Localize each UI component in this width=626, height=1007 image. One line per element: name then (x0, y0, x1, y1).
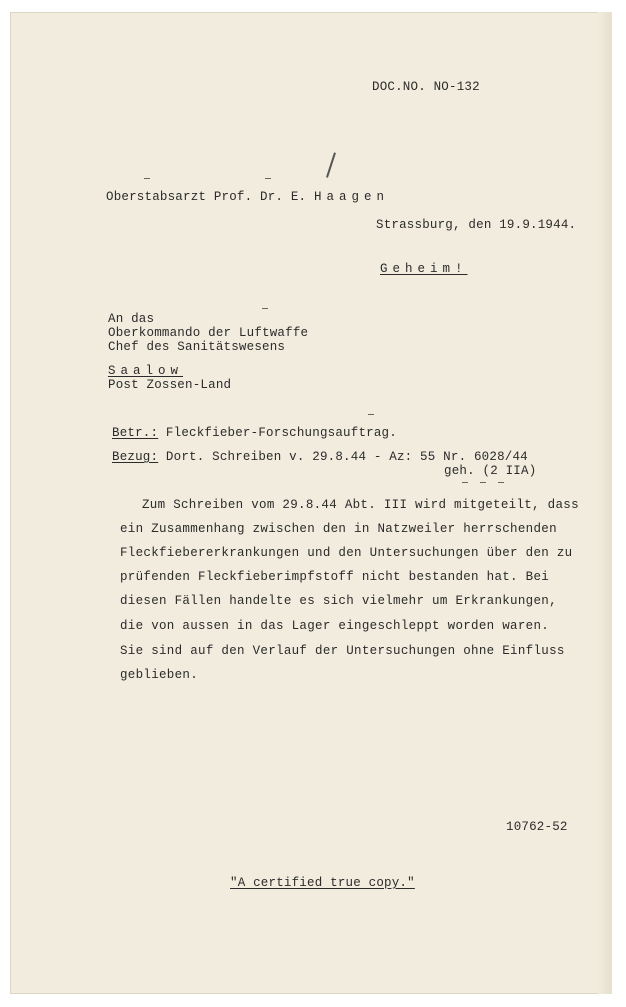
page-edge-shadow (598, 12, 612, 994)
recipient-line: Chef des Sanitätswesens (108, 340, 286, 354)
typewriter-dash (498, 482, 504, 483)
betreff-line (112, 426, 397, 440)
document-number-footer: 10762-52 (506, 820, 568, 834)
recipient-post: Post Zossen-Land (108, 378, 232, 392)
sender-surname: Haagen (313, 190, 389, 204)
bezug-text-continued: geh. (2 IIA) (444, 464, 537, 478)
typewriter-dash (480, 482, 486, 483)
body-line: diesen Fällen handelte es sich vielmehr um Erkrankungen, (120, 594, 557, 608)
sender-line (106, 190, 389, 204)
certification-line: "A certified true copy." (230, 876, 415, 890)
betreff-text: Fleckfieber-Forschungsauftrag. (158, 426, 397, 440)
typewriter-dash (368, 414, 374, 415)
body-line: Sie sind auf den Verlauf der Untersuchungen ohne Einfluss (120, 644, 565, 658)
recipient-line: Oberkommando der Luftwaffe (108, 326, 309, 340)
body-line: prüfenden Fleckfieberimpfstoff nicht bestanden hat. Bei (120, 570, 550, 584)
typewriter-dash (262, 308, 268, 309)
typewriter-dash (462, 482, 468, 483)
body-line: geblieben. (120, 668, 199, 682)
document-page (10, 12, 612, 994)
typewriter-dash (144, 178, 150, 179)
sender-title: Oberstabsarzt Prof. Dr. E. (106, 190, 314, 204)
classification-stamp: Geheim! (380, 262, 468, 276)
bezug-label: Bezug: (112, 450, 159, 464)
betreff-label: Betr.: (112, 426, 159, 440)
place-date: Strassburg, den 19.9.1944. (376, 218, 577, 232)
typewriter-dash (265, 178, 271, 179)
doc-number: DOC.NO. NO-132 (372, 80, 480, 94)
body-line: Zum Schreiben vom 29.8.44 Abt. III wird mitgeteilt, dass (142, 498, 579, 512)
recipient-line: An das (108, 312, 155, 326)
bezug-line (112, 450, 528, 464)
body-line: ein Zusammenhang zwischen den in Natzweiler herrschenden (120, 522, 557, 536)
body-line: Fleckfiebererkrankungen und den Untersuchungen über den zu (120, 546, 573, 560)
body-line: die von aussen in das Lager eingeschleppt worden waren. (120, 619, 550, 633)
recipient-city: Saalow (108, 364, 184, 378)
pen-stroke-mark (326, 152, 335, 177)
bezug-text: Dort. Schreiben v. 29.8.44 - Az: 55 Nr. 6028/44 (158, 450, 528, 464)
